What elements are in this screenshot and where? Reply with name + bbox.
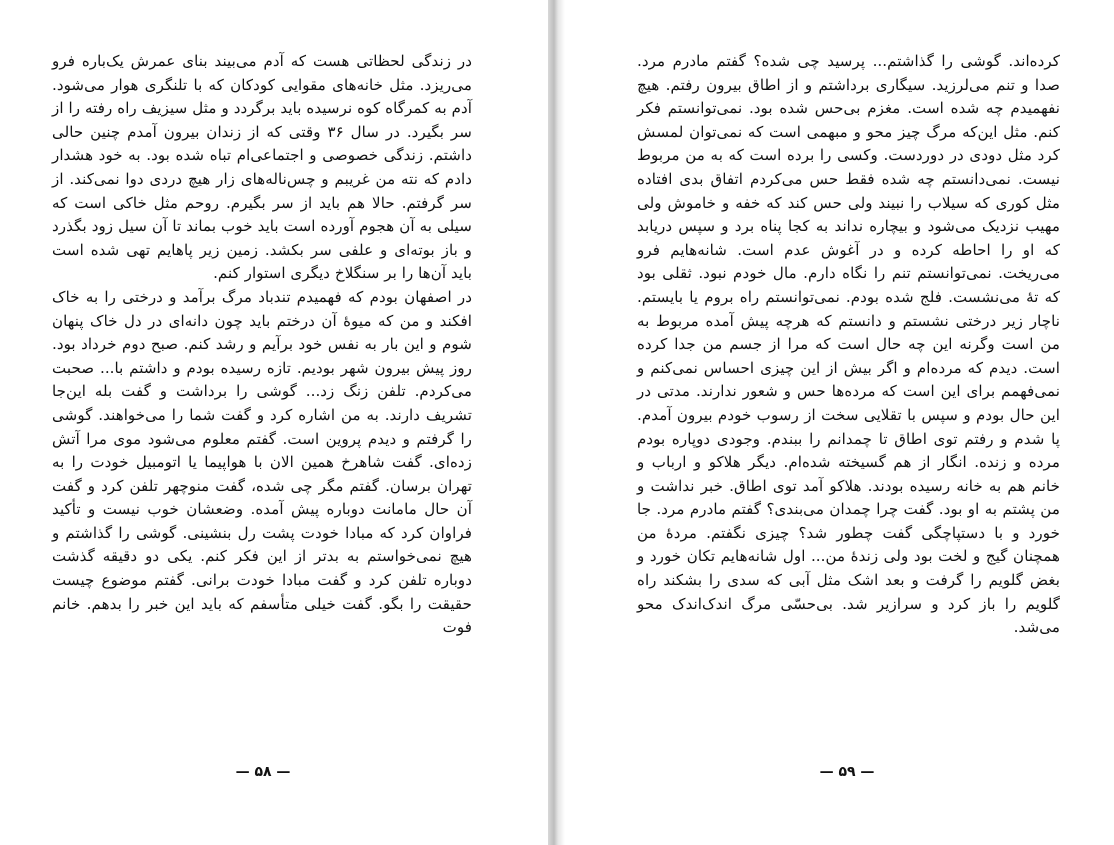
right-page-number: — ۵۹ —	[819, 764, 875, 780]
book-gutter	[548, 0, 565, 845]
right-paragraph-1: کرده‌اند. گوشی را گذاشتم... پرسید چی شده؟ گفتم مادرم مرد. صدا و تنم می‌لرزید. سیگاری برداشتم و از اطاق بیرون رفتم. هیچ نفهمیدم چه شده است. مغزم بی‌حس شده بود. نمی‌توانستم فکر کنم. مثل این‌که مرگ چیز محو و مبهمی است که نمی‌توان لمسش کرد مثل دودی در دوردست. وکسی را برده است که به من مربوط نیست. نمی‌دانستم چه شده فقط حس می‌کردم اتفاق بدی افتاده مثل کوری که سیلاب را نبیند ولی حس کند که خفه و خاموش ولی مهیب نزدیک می‌شود و بیچاره نداند به کجا پناه برد و سپس دریابد که او را احاطه کرده و در آغوش عدم است. شانه‌هایم فرو می‌ریخت. نمی‌توانستم تنم را نگاه دارم. مال خودم نبود. ثقلی بود که تهٔ می‌نشست. فلج شده بودم. نمی‌توانستم راه بروم یا بایستم. ناچار زیر درختی نشستم و دانستم که هرچه پیش آمده مربوط به من است وگرنه این چه حال است که مرا از جسم من جدا کرده است. دیدم که مرده‌ام و اگر بیش از این چیزی احساس نمی‌کنم و نمی‌فهمم برای این است که مرده‌ها حس و شعور ندارند. مدتی در این حال بودم و سپس با تقلایی سخت از رسوب خودم بیرون آمدم. پا شدم و رفتم توی اطاق تا چمدانم را ببندم. وجودی دوپاره بودم مرده و زنده. انگار از هم گسیخته شده‌ام. دیگر هلاکو و ارباب و خانم هم به خانه رسیده بودند. هلاکو آمد توی اطاق. خبر نداشت و من پشتم به او بود. گفت چرا چمدان می‌بندی؟ گفتم مادرم مرد. جا خورد و با دستپاچگی گفت چطور شد؟ چیزی نگفتم. مردهٔ من همچنان گیج و لخت بود ولی زندهٔ من... اول شانه‌هایم تکان خورد و بغض گلویم را گرفت و بعد اشک مثل آبی که سدی را بشکند راه گلویم را باز کرد و سرازیر شد. بی‌حسّی مرگ اندک‌اندک محو می‌شد.	[637, 52, 1060, 637]
right-page	[565, 0, 1114, 845]
left-page	[0, 0, 548, 845]
right-page-text	[637, 50, 1060, 640]
left-page-number: — ۵۸ —	[235, 764, 291, 780]
left-page-text	[52, 50, 472, 640]
left-paragraph-1: در زندگی لحظاتی هست که آدم می‌بیند بنای عمرش یک‌باره فرو می‌ریزد. مثل خانه‌های مقوایی کودکان که با تلنگری هوار می‌شود. آدم به کمرگاه کوه نرسیده باید برگردد و مثل سیزیف راه رفته را از سر بگیرد. در سال ۳۶ وقتی که از زندان بیرون آمدم چنین حالی داشتم. زندگی خصوصی و اجتماعی‌ام تباه شده بود. به خود هشدار دادم که نته من غریبم و چس‌ناله‌های زار هیچ دردی دوا نمی‌کند. از سر گرفتم. حالا هم باید از سر بگیرم. روحم مثل خاکی است که سیلی به آن هجوم آورده است باید خوب بماند تا آن سیل زود بگذرد و باز بوته‌ای و علفی سر بکشد. زمین زیر پاهایم تهی شده است باید آن‌ها را بر سنگلاخ دیگری استوار کنم.	[52, 52, 472, 283]
left-paragraph-2: در اصفهان بودم که فهمیدم تندباد مرگ برآمد و درختی را به خاک افکند و من که میوهٔ آن درختم باید چون دانه‌ای در دل خاک پنهان شوم و این بار به نفس خود برآیم و رشد کنم. صبح دوم خرداد بود. روز پیش بیرون شهر بودیم. تازه رسیده بودم و داشتم با... صحبت می‌کردم. تلفن زنگ زد... گوشی را برداشت و گفت بله این‌جا تشریف دارند. به من اشاره کرد و گفت شما را می‌خواهند. گوشی را گرفتم و دیدم پروین است. گفتم معلوم می‌شود موی مرا آتش زده‌ای. گفت شاهرخ همین الان با هواپیما یا اتومبیل خودت را به تهران برسان. گفتم مگر چی شده، گفت منوچهر تلفن کرد و گفت آن حال مامانت دوباره پیش آمده. وضعشان خوب نیست و تأکید فراوان کرد که مبادا خودت پشت رل بنشینی. گوشی را گذاشتم و هیچ نمی‌خواستم به بدتر از این فکر کنم. یکی دو دقیقه گذشت دوباره تلفن کرد و گفت مبادا خودت برانی. گفتم موضوع چیست حقیقت را بگو. گفت خیلی متأسفم که باید این خبر را بدهم. خانم فوت	[52, 287, 472, 637]
